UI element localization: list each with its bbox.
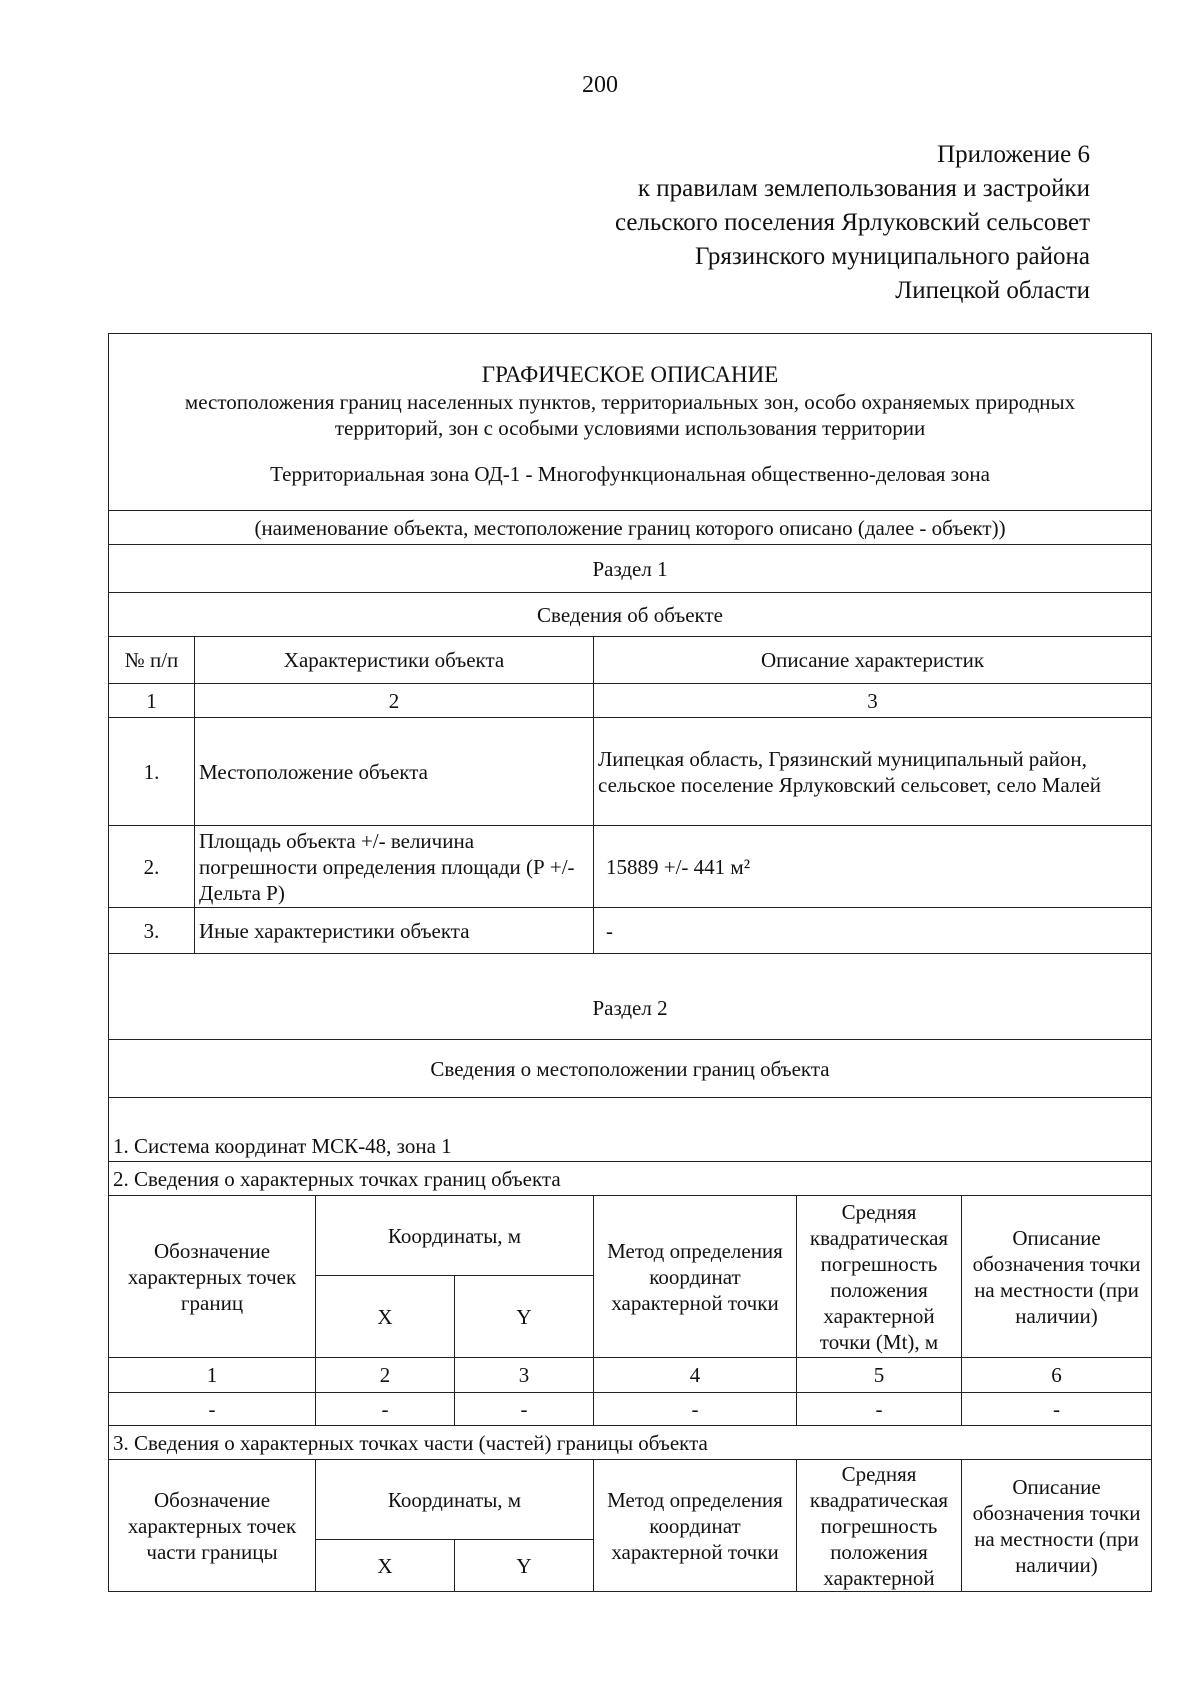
parts-col-designation: Обозначение характерных точек части границы (109, 1460, 316, 1592)
points-col-description: Описание обозначения точки на местности (при наличии) (962, 1196, 1152, 1358)
object-caption: (наименование объекта, местоположение границ которого описано (далее - объект)) (109, 511, 1152, 545)
table-row (109, 718, 1152, 826)
points-col-number: 4 (594, 1358, 797, 1393)
appendix-line: Липецкой области (895, 277, 1090, 304)
points-col-number: 2 (316, 1358, 455, 1393)
graphic-description-table (108, 333, 1152, 1592)
row-characteristic: Иные характеристики объекта (195, 908, 594, 954)
points-col-number: 6 (962, 1358, 1152, 1393)
coordinate-system: 1. Система координат МСК-48, зона 1 (109, 1098, 1152, 1162)
points-cell: - (455, 1393, 594, 1426)
points-col-number: 1 (109, 1358, 316, 1393)
row-number: 1. (109, 718, 195, 826)
points-cell: - (109, 1393, 316, 1426)
page-number: 200 (582, 72, 618, 98)
row-number: 3. (109, 908, 195, 954)
row-description: Липецкая область, Грязинский муниципальный район, сельское поселение Ярлуковский сельсовет, село Малей (594, 718, 1152, 826)
zone-name: Территориальная зона ОД-1 - Многофункциональная общественно-деловая зона (270, 462, 990, 486)
points-col-x: X (316, 1276, 455, 1358)
appendix-line: Грязинского муниципального района (695, 243, 1090, 270)
points-col-error: Средняя квадратическая погрешность положения характерной точки (Mt), м (797, 1196, 962, 1358)
col-header-characteristics: Характеристики объекта (195, 637, 594, 684)
points-cell: - (316, 1393, 455, 1426)
document-title: ГРАФИЧЕСКОЕ ОПИСАНИЕ (481, 362, 779, 387)
appendix-heading (615, 138, 1090, 308)
appendix-line: Приложение 6 (937, 141, 1090, 168)
row-number: 2. (109, 826, 195, 908)
points-col-designation: Обозначение характерных точек границ (109, 1196, 316, 1358)
document-subtitle: местоположения границ населенных пунктов, территориальных зон, особо охраняемых природных (184, 390, 1076, 414)
col-number: 2 (195, 684, 594, 718)
section2-subtitle: Сведения о местоположении границ объекта (109, 1040, 1152, 1098)
row-characteristic: Площадь объекта +/- величина погрешности определения площади (Р +/- Дельта Р) (195, 826, 594, 908)
parts-col-error: Средняя квадратическая погрешность положения характерной (797, 1460, 962, 1592)
points-col-number: 5 (797, 1358, 962, 1393)
table-row (109, 826, 1152, 908)
section2-title: Раздел 2 (109, 954, 1152, 1040)
points-heading: 2. Сведения о характерных точках границ объекта (109, 1162, 1152, 1196)
col-number: 3 (594, 684, 1152, 718)
parts-col-method: Метод определения координат характерной точки (594, 1460, 797, 1592)
points-col-number: 3 (455, 1358, 594, 1393)
parts-col-coords: Координаты, м (316, 1460, 594, 1540)
appendix-line: сельского поселения Ярлуковский сельсовет (614, 209, 1090, 236)
points-cell: - (594, 1393, 797, 1426)
points-cell: - (962, 1393, 1152, 1426)
points-col-method: Метод определения координат характерной точки (594, 1196, 797, 1358)
col-header-description: Описание характеристик (594, 637, 1152, 684)
document-subtitle: территорий, зон с особыми условиями использования территории (334, 416, 926, 440)
col-number: 1 (109, 684, 195, 718)
row-description: - (594, 908, 1152, 954)
points-cell: - (797, 1393, 962, 1426)
parts-col-description: Описание обозначения точки на местности (при наличии) (962, 1460, 1152, 1592)
parts-col-y: Y (455, 1540, 594, 1592)
section1-title: Раздел 1 (109, 545, 1152, 593)
points-col-coords: Координаты, м (316, 1196, 594, 1276)
table-row (109, 908, 1152, 954)
parts-col-x: X (316, 1540, 455, 1592)
points-col-y: Y (455, 1276, 594, 1358)
appendix-line: к правилам землепользования и застройки (637, 175, 1090, 202)
document-title-block (109, 334, 1152, 511)
row-characteristic: Местоположение объекта (195, 718, 594, 826)
col-header-number: № п/п (109, 637, 195, 684)
parts-heading: 3. Сведения о характерных точках части (частей) границы объекта (109, 1426, 1152, 1460)
table-row (109, 1393, 1152, 1426)
section1-subtitle: Сведения об объекте (109, 593, 1152, 637)
row-description: 15889 +/- 441 м² (594, 826, 1152, 908)
